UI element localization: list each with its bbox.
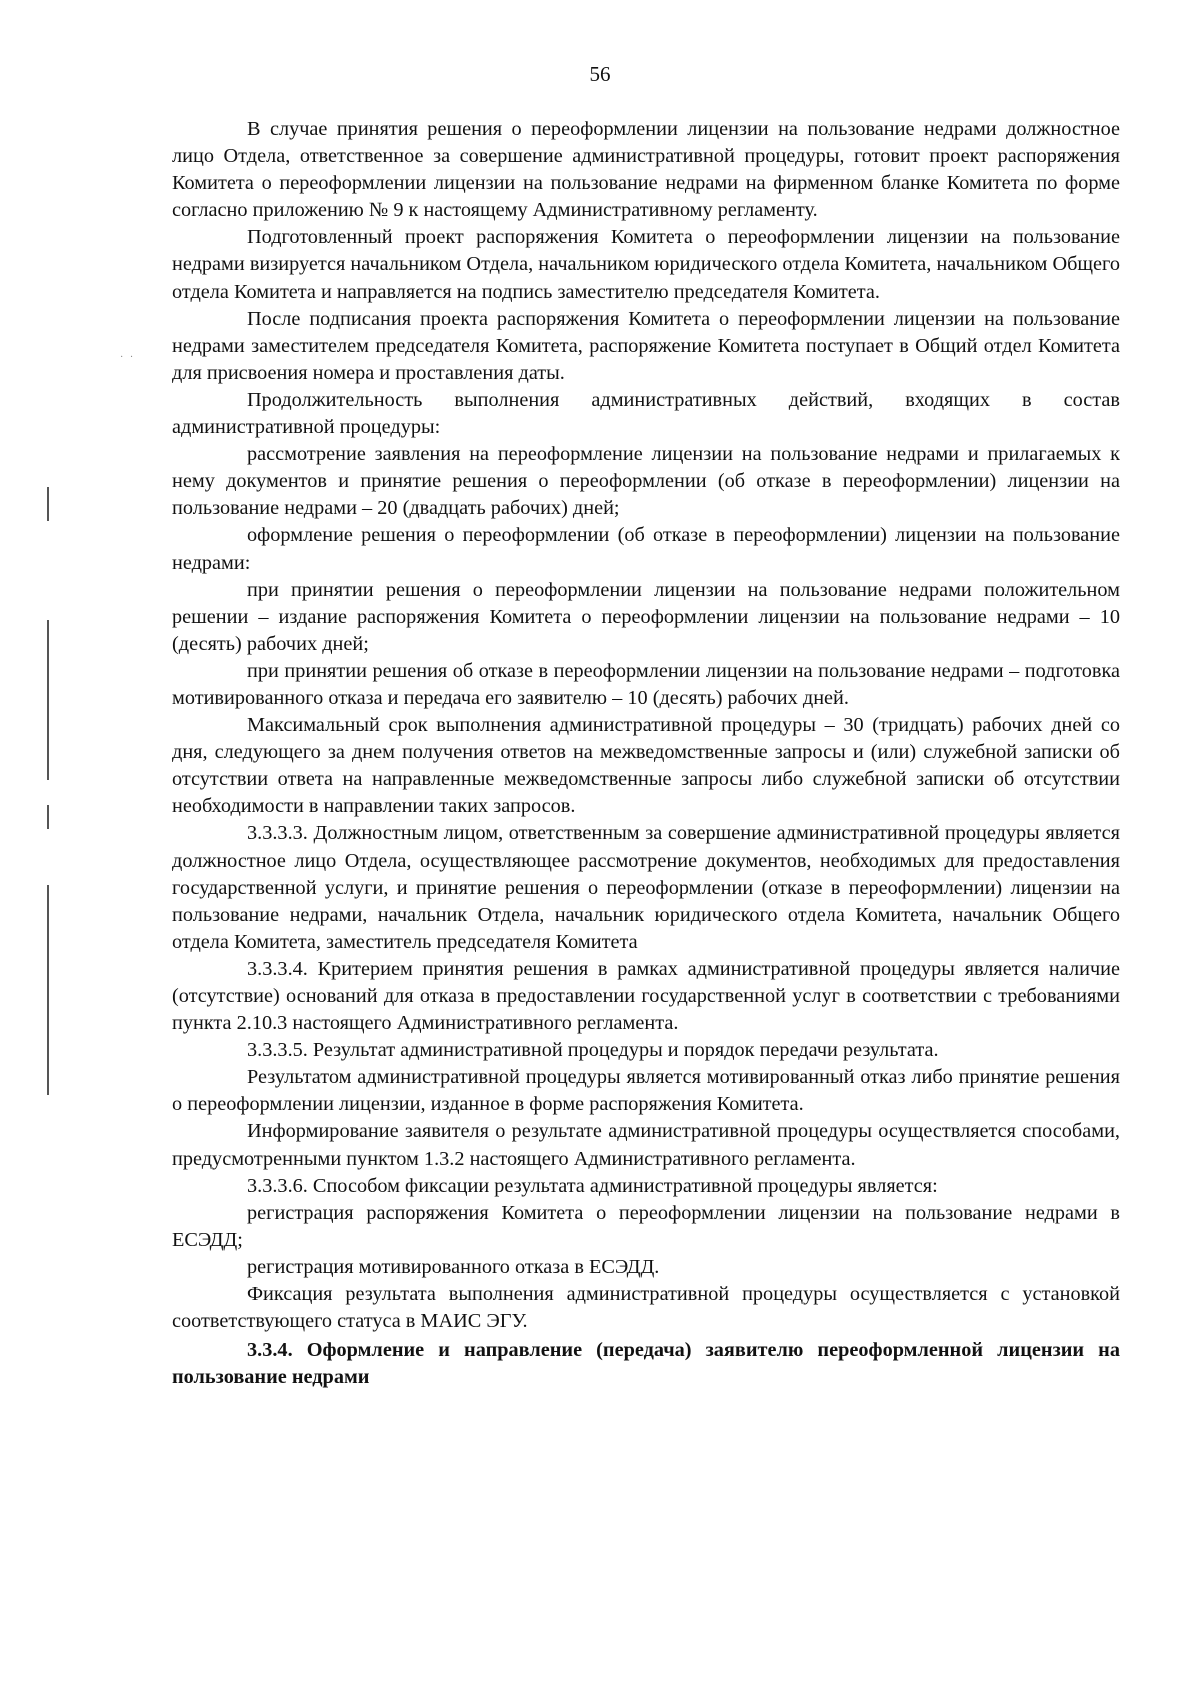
paragraph: 3.3.3.4. Критерием принятия решения в рамках административной процедуры является наличие (отсутствие) оснований для отказа в предоставлении государственной услуг в соответствии с требованиями пункта 2.10.3 настоящего Административного регламента. — [172, 957, 1120, 1035]
paragraph: Результатом административной процедуры является мотивированный отказ либо принятие решения о переоформлении лицензии, изданное в форме распоряжения Комитета. — [172, 1066, 1120, 1116]
scan-margin-mark — [47, 620, 49, 780]
paragraph: 3.3.3.5. Результат административной процедуры и порядок передачи результата. — [247, 1039, 939, 1062]
paragraph: при принятии решения об отказе в переоформлении лицензии на пользование недрами – подготовка мотивированного отказа и передача его заявителю – 10 (десять) рабочих дней. — [172, 659, 1120, 709]
scan-margin-mark — [47, 885, 49, 1095]
paragraph: при принятии решения о переоформлении лицензии на пользование недрами положительном решении – издание распоряжения Комитета о переоформлении лицензии на пользование недрами – 10 (десять) рабочих дней; — [172, 578, 1120, 655]
paragraph: Фиксация результата выполнения административной процедуры осуществляется с установкой соответствующего статуса в МАИС ЭГУ. — [172, 1283, 1120, 1333]
paragraph: Подготовленный проект распоряжения Комитета о переоформлении лицензии на пользование недрами визируется начальником Отдела, начальником юридического отдела Комитета, начальником Общего отдела Комитета и направляется на подпись заместителю председателя Комитета. — [172, 226, 1120, 303]
paragraph: Продолжительность выполнения административных действий, входящих в состав административной процедуры: — [172, 388, 1120, 439]
scan-margin-mark — [47, 805, 49, 829]
scan-margin-mark — [47, 487, 49, 521]
paragraph: рассмотрение заявления на переоформление лицензии на пользование недрами и прилагаемых к нему документов и принятие решения о переоформлении (об отказе в переоформлении) лицензии на пользование недрами – 20 (двадцать рабочих) дней; — [172, 443, 1120, 520]
section-heading: 3.3.4. Оформление и направление (передача) заявителю переоформленной лицензии на пользование недрами — [172, 1339, 1120, 1389]
paragraph: 3.3.3.3. Должностным лицом, ответственным за совершение административной процедуры является должностное лицо Отдела, осуществляющее рассмотрение документов, необходимых для предоставления государственной услуги, и принятие решения о переоформлении (отказе в переоформлении) лицензии на пользование недрами, начальник Отдела, начальник юридического отдела Комитета, начальник Общего отдела Комитета, заместитель председателя Комитета — [172, 822, 1120, 953]
paragraph: После подписания проекта распоряжения Комитета о переоформлении лицензии на пользование недрами заместителем председателя Комитета, распоряжение Комитета поступает в Общий отдел Комитета для присвоения номера и проставления даты. — [172, 307, 1120, 384]
page-number: 56 — [589, 62, 611, 86]
scan-speck: · · — [120, 352, 136, 363]
document-body — [172, 116, 1120, 1391]
paragraph: Информирование заявителя о результате административной процедуры осуществляется способами, предусмотренными пунктом 1.3.2 настоящего Административного регламента. — [172, 1120, 1120, 1170]
paragraph: 3.3.3.6. Способом фиксации результата административной процедуры является: — [247, 1174, 938, 1197]
paragraph: В случае принятия решения о переоформлении лицензии на пользование недрами должностное лицо Отдела, ответственное за совершение административной процедуры, готовит проект распоряжения Комитета о переоформлении лицензии на пользование недрами на фирменном бланке Комитета по форме согласно приложению № 9 к настоящему Административному регламенту. — [172, 118, 1120, 222]
paragraph: Максимальный срок выполнения административной процедуры – 30 (тридцать) рабочих дней со дня, следующего за днем получения ответов на межведомственные запросы и (или) служебной записки об отсутствии ответа на направленные межведомственные запросы либо служебной записки об отсутствии необходимости в направлении таких запросов. — [172, 714, 1120, 818]
paragraph: регистрация распоряжения Комитета о переоформлении лицензии на пользование недрами в ЕСЭДД; — [172, 1201, 1120, 1251]
paragraph: регистрация мотивированного отказа в ЕСЭДД. — [247, 1255, 660, 1278]
paragraph: оформление решения о переоформлении (об отказе в переоформлении) лицензии на пользование недрами: — [172, 524, 1120, 574]
